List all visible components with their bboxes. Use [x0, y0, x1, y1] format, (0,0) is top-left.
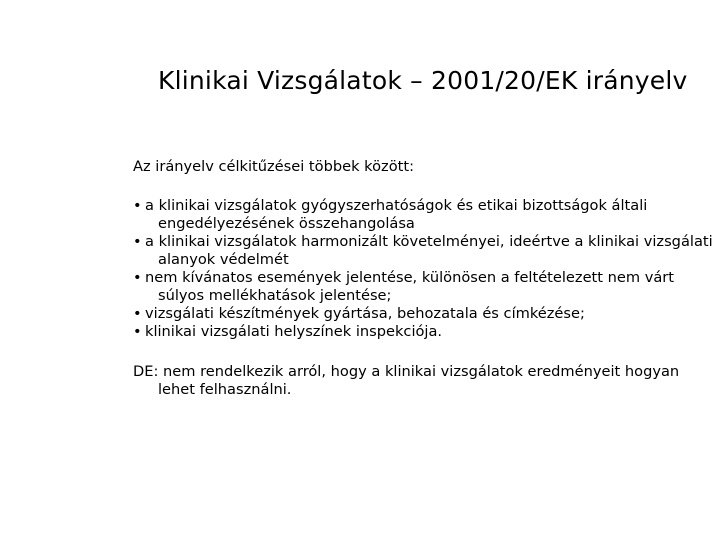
list-item-text: nem kívánatos események jelentése, különösen a feltételezett nem várt súlyos mellékhatások jelentése;: [145, 269, 675, 304]
slide-body: [133, 158, 713, 399]
list-item-text: a klinikai vizsgálatok gyógyszerhatóságok és etikai bizottságok általi engedélyezésének összehangolása: [145, 197, 648, 232]
list-item: [133, 197, 713, 233]
intro-text: Az irányelv célkitűzései többek között:: [133, 158, 414, 175]
list-item-text: vizsgálati készítmények gyártása, behozatala és címkézése;: [145, 305, 585, 322]
objectives-list: [133, 197, 713, 341]
list-item: [133, 305, 713, 323]
list-item-text: klinikai vizsgálati helyszínek inspekciója.: [145, 323, 443, 340]
bullet-icon: •: [133, 269, 142, 286]
list-item: [133, 269, 713, 305]
bullet-icon: •: [133, 233, 142, 250]
list-item: [133, 233, 713, 269]
bullet-icon: •: [133, 197, 142, 214]
bullet-icon: •: [133, 305, 142, 322]
bullet-icon: •: [133, 323, 142, 340]
list-item-text: a klinikai vizsgálatok harmonizált követelményei, ideértve a klinikai vizsgálati alanyok védelmét: [145, 233, 713, 268]
list-item: [133, 323, 713, 341]
note-text: DE: nem rendelkezik arról, hogy a klinikai vizsgálatok eredményeit hogyan lehet felhasználni.: [133, 363, 680, 398]
slide-title: Klinikai Vizsgálatok – 2001/20/EK irányelv: [158, 66, 688, 95]
